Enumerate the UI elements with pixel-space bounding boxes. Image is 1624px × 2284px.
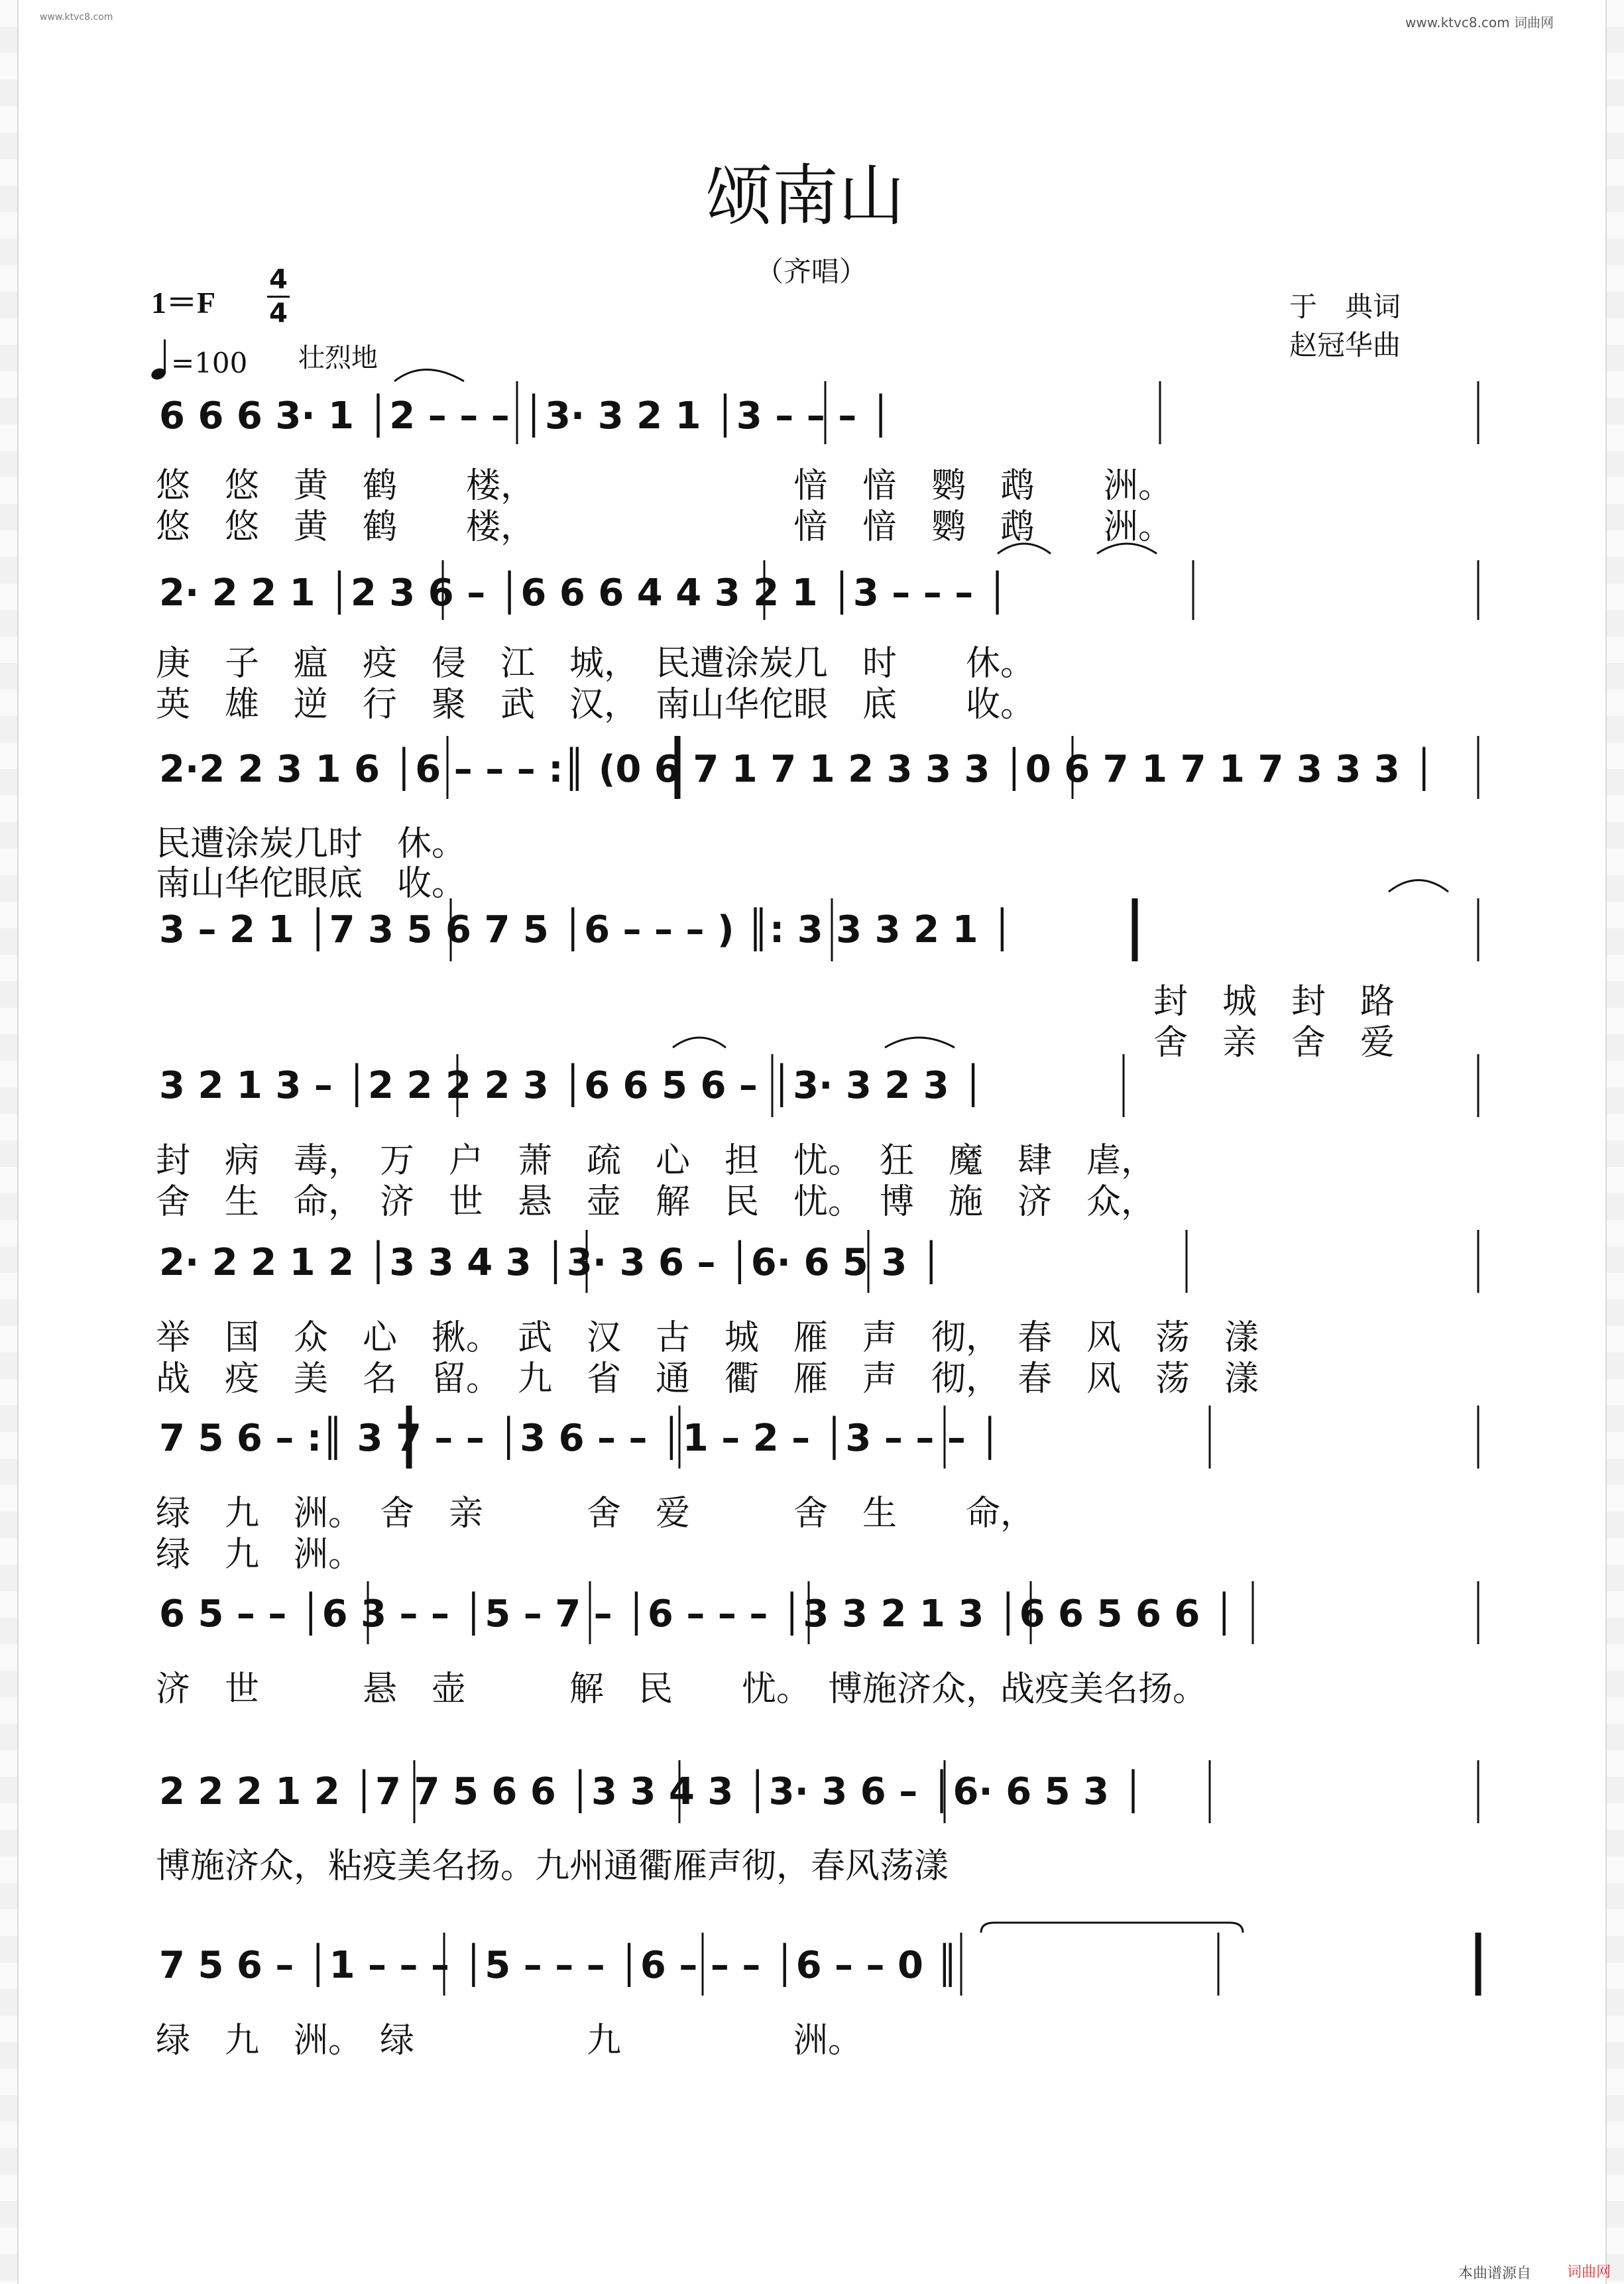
lyrics-line-3b: 南山华佗眼底 收。 — [156, 864, 467, 904]
lyrics-line-6a: 举 国 众 心 揪。 武 汉 古 城 雁 声 彻， 春 风 荡 漾 — [156, 1318, 1259, 1358]
lyrics-line-1a: 悠 悠 黄 鹤 楼， 愔 愔 鹦 鹉 洲。 — [156, 466, 1173, 506]
lyrics-line-2a: 庚 子 瘟 疫 侵 江 城， 民遭涂炭几 时 休。 — [156, 644, 1035, 684]
tiny-header: www.ktvc8.com — [40, 12, 113, 23]
lyrics-line-7a: 绿 九 洲。 舍 亲 舍 爱 舍 生 命， — [156, 1494, 1035, 1533]
tempo-value: =100 — [171, 347, 248, 379]
notation-line-10: 7 5 6 – │1 – – – │5 – – – │6 – – – │6 – – 0 ║ — [159, 1944, 959, 1987]
lyrics-line-9a: 博施济众，粘疫美名扬。九州通衢雁声彻，春风荡漾 — [156, 1846, 949, 1886]
lyrics-line-4b: 舍 亲 舍 爱 — [1153, 1023, 1395, 1063]
lyrics-line-7b: 绿 九 洲。 — [156, 1535, 363, 1575]
notation-line-6: 2· 2 2 1 2 │3 3 4 3 │3· 3 6 – │6· 6 5 3 │ — [159, 1241, 943, 1284]
lyrics-line-10a: 绿 九 洲。 绿 九 洲。 — [156, 2021, 863, 2061]
lyrics-line-5a: 封 病 毒， 万 户 萧 疏 心 担 忧。 狂 魔 肆 虐， — [156, 1141, 1156, 1181]
notation-line-4: 3 – 2 1 │7 3 5 6 7 5 │6 – – – ) ║: 3 3 3 2 1 │ — [159, 908, 1014, 951]
song-title: 颂南山 — [706, 157, 905, 235]
lyrics-line-4a: 封 城 封 路 — [1153, 982, 1395, 1022]
lyrics-line-2b: 英 雄 逆 行 聚 武 汉， 南山华佗眼 底 收。 — [156, 685, 1035, 725]
notation-line-1: 6 6 6 3· 1 │2 – – – │3· 3 2 1 │3 – – – │ — [159, 394, 892, 438]
time-signature-top: 4 — [269, 265, 288, 295]
song-subtitle: （齐唱） — [756, 255, 868, 288]
footer-source-text: 本曲谱源自 — [1458, 2265, 1532, 2282]
lyrics-line-5b: 舍 生 命， 济 世 悬 壶 解 民 忧。 博 施 济 众， — [156, 1182, 1156, 1222]
site-corner-label[interactable]: www.ktvc8.com 词曲网 — [1405, 15, 1554, 30]
footer-brand-link[interactable]: 词曲网 — [1567, 2264, 1611, 2281]
composer-credit: 赵冠华曲 — [1289, 329, 1401, 361]
lyrics-line-6b: 战 疫 美 名 留。 九 省 通 衢 雁 声 彻， 春 风 荡 漾 — [156, 1359, 1259, 1399]
notation-line-7: 7 5 6 – :║ 3 7 – – │3 6 – – │1 – 2 – │3 – – – │ — [159, 1417, 1002, 1460]
lyrics-line-1b: 悠 悠 黄 鹤 楼， 愔 愔 鹦 鹉 洲。 — [156, 507, 1173, 547]
notation-line-5: 3 2 1 3 – │2 2 2 2 3 │6 6 5 6 – │3· 3 2 3 │ — [159, 1064, 984, 1107]
key-signature: 1＝F — [151, 286, 216, 320]
expression-marking: 壮烈地 — [298, 343, 378, 373]
time-signature-bottom: 4 — [269, 298, 288, 329]
notation-line-3: 2·2 2 3 1 6 │6 – – – :║ (0 6 7 1 7 1 2 3 3 3 │0 6 7 1 7 1 7 3 3 3 │ — [159, 748, 1436, 791]
notation-line-8: 6 5 – – │6 3 – – │5 – 7 – │6 – – – │3 3 2 1 3 │6 6 5 6 6 │ — [159, 1593, 1236, 1636]
lyrics-line-3a: 民遭涂炭几时 休。 — [156, 824, 467, 864]
notation-line-9: 2 2 2 1 2 │7 7 5 6 6 │3 3 4 3 │3· 3 6 – │6· 6 5 3 │ — [159, 1770, 1145, 1813]
lyrics-line-8a: 济 世 悬 壶 解 民 忧。 博施济众，战疫美名扬。 — [156, 1669, 1208, 1709]
notation-line-2: 2· 2 2 1 │2 3 6 – │6 6 6 4 4 3 2 1 │3 – – – │ — [159, 571, 1009, 615]
lyricist-credit: 于 典词 — [1289, 290, 1401, 323]
